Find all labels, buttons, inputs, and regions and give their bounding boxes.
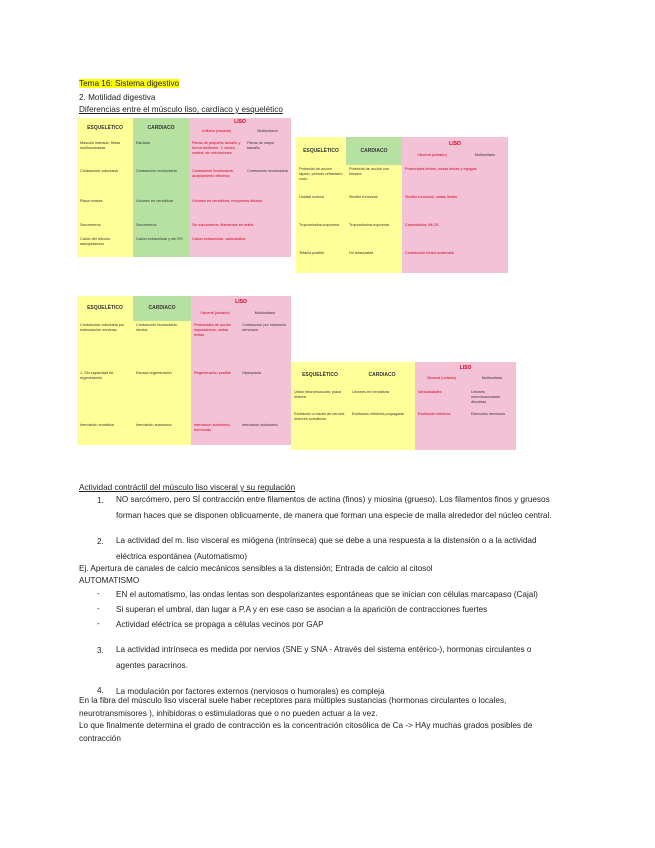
- cell: Regeneración posible: [191, 369, 239, 421]
- cell: Contracción involuntaria rítmica: [133, 321, 191, 369]
- cell: Sincitio funcional: [346, 193, 402, 221]
- cell: Sarcómeros: [77, 221, 133, 235]
- header-cardiaco: CARDIACO: [133, 296, 191, 321]
- cell: Escasa regeneración: [133, 369, 191, 421]
- cell: Tetania posible: [296, 249, 346, 273]
- cell: Sincitio funcional, ondas lentas: [402, 193, 508, 221]
- header-liso: LISO: [189, 118, 291, 127]
- comparison-table-3: [77, 296, 291, 445]
- closing-paragraph: [79, 695, 579, 745]
- header-liso: LISO: [415, 362, 516, 374]
- header-liso: LISO: [402, 137, 508, 151]
- list-number: 1.: [97, 496, 104, 505]
- list-item-line: forman haces que se disponen oblicuamente, de manera que forman una especie de malla alrededor del núcleo central.: [116, 511, 552, 520]
- automatismo-title: AUTOMATISMO: [79, 576, 140, 585]
- cell: Contracción involuntaria: [244, 167, 291, 197]
- cell: Uniones neuromusculares discretas: [468, 388, 516, 410]
- cell: Calcio extracelular, calmodulina: [189, 235, 291, 257]
- cell: Calmodulina, MLCK: [402, 221, 508, 249]
- list-item-line: NO sarcómero, pero SÍ contracción entre filamentos de actina (finos) y miosina (grueso). Los filamentos finos y gruesos: [116, 495, 550, 504]
- header-unitario: Visceral (unitario): [191, 309, 239, 321]
- cell: Potencial de acción con meseta: [346, 165, 402, 193]
- comparison-subtitle: Diferencias entre el músculo liso, cardíaco y esquelético: [79, 105, 283, 114]
- cell: Potencial de acción rápido, periodo refractario corto: [296, 165, 346, 193]
- list-number: 4.: [97, 686, 104, 695]
- cell: Uniones en hendidura: [133, 197, 189, 221]
- dash-item: Actividad eléctrica se propaga a células vecinos por GAP: [116, 620, 324, 629]
- cell: 1. Sin capacidad de regeneración: [77, 369, 133, 421]
- cell: Uniones en hendidura: [349, 388, 415, 410]
- cell: Estriado: [133, 139, 189, 167]
- cell: Excitación a través de nervios motores somáticos: [291, 410, 349, 450]
- section-heading: Actividad contráctil del músculo liso visceral y su regulación: [79, 483, 296, 492]
- dash-bullet: -: [97, 604, 100, 613]
- cell: Potenciales lentos, ondas lentas y espigas: [402, 165, 508, 193]
- header-multiunitario: Multiunitario: [462, 151, 508, 165]
- cell: Contracción involuntaria: [133, 167, 189, 197]
- cell: Tropomiosina-troponina: [296, 221, 346, 249]
- list-item-line: eléctrica espontánea (Automatismo): [116, 552, 248, 561]
- list-number: 2.: [97, 537, 104, 546]
- cell: Hiperplasia: [239, 369, 291, 421]
- topic-highlight: Tema 16: Sistema digestivo: [79, 79, 180, 88]
- header-multiunitario: Multiunitario: [244, 127, 291, 139]
- dash-bullet: -: [97, 619, 100, 628]
- paragraph-line: contracción: [79, 733, 121, 743]
- cell: Inervación autónoma: [239, 421, 291, 445]
- cell: Contracción por estímulos nerviosos: [239, 321, 291, 369]
- cell: Fibras de pequeño tamaño y forma fusiforme, 1 núcleo central, sin estriaciones: [189, 139, 244, 167]
- cell: Contracción voluntaria: [77, 167, 133, 197]
- cell: No tetanizable: [346, 249, 402, 273]
- cell: Unidad motora: [296, 193, 346, 221]
- cell: Contracción involuntaria, acoplamiento eléctrico: [189, 167, 244, 197]
- cell: Excitación eléctrica propagada: [349, 410, 415, 450]
- dash-item: Si superan el umbral, dan lugar a P.A y en ese caso se asocian a la aparición de contracciones fuertes: [116, 605, 488, 614]
- cell: Fibras de mayor tamaño: [244, 139, 291, 167]
- comparison-table-1: [77, 118, 291, 257]
- topic-title: [79, 78, 179, 89]
- cell: Contracción tónica sostenida: [402, 249, 508, 273]
- cell: Contracción voluntaria por estimulación nerviosa: [77, 321, 133, 369]
- cell: Varicosidades: [415, 388, 468, 410]
- header-cardiaco: CARDIACO: [346, 137, 402, 165]
- header-cardiaco: CARDIACO: [133, 118, 189, 139]
- list-item-line: La actividad intrínseca es medida por nervios (SNE y SNA - Através del sistema entérico-), hormonas circulantes o: [116, 645, 532, 654]
- header-unitario: Unitario (visceral): [189, 127, 244, 139]
- cell: Estímulos nerviosos: [468, 410, 516, 450]
- list-item-line: La actividad del m. liso visceral es miógena (intrínseca) que se debe a una respuesta a la distensión o a la actividad: [116, 536, 537, 545]
- cell: Uniones en hendidura, receptores difusos: [189, 197, 291, 221]
- header-esqueletico: ESQUELÉTICO: [77, 296, 133, 321]
- list-number: 3.: [97, 646, 104, 655]
- example-text: Ej. Apertura de canales de calcio mecánicos sensibles a la distensión; Entrada de calcio al citosol: [79, 564, 433, 573]
- dash-bullet: -: [97, 589, 100, 598]
- cell: Calcio del retículo sarcoplásmico: [77, 235, 133, 257]
- header-cardiaco: CARDIACO: [349, 362, 415, 388]
- cell: Sarcómeros: [133, 221, 189, 235]
- header-multiunitario: Multiunitario: [468, 374, 516, 388]
- header-esqueletico: ESQUELÉTICO: [291, 362, 349, 388]
- cell: Potenciales de acción espontáneos, ondas lentas: [191, 321, 239, 369]
- comparison-table-4: [291, 362, 516, 450]
- header-unitario: Visceral (unitario): [402, 151, 462, 165]
- cell: Inervación autónoma: [133, 421, 191, 445]
- cell: Músculo estriado, fibras multinucleadas: [77, 139, 133, 167]
- cell: Tropomiosina-troponina: [346, 221, 402, 249]
- list-item: [116, 642, 586, 674]
- cell: Calcio extracelular y del RS: [133, 235, 189, 257]
- header-liso: LISO: [191, 296, 291, 309]
- paragraph-line: Lo que finalmente determina el grado de contracción es la concentración citosólica de Ca -> HAy muchas grados posibles de: [79, 721, 533, 730]
- header-multiunitario: Multiunitario: [239, 309, 291, 321]
- list-item-line: agentes paracrinos.: [116, 661, 188, 670]
- header-esqueletico: ESQUELÉTICO: [296, 137, 346, 165]
- list-item: [116, 492, 586, 524]
- cell: Unión neuromuscular, placa motora: [291, 388, 349, 410]
- list-item: [116, 533, 586, 565]
- cell: Inervación somática: [77, 421, 133, 445]
- header-unitario: Visceral (unitario): [415, 374, 468, 388]
- cell: Inervación autónoma, hormonas: [191, 421, 239, 445]
- comparison-table-2: [296, 137, 508, 273]
- paragraph-line: En la fibra del músculo liso visceral suele haber receptores para múltiples sustancias (hormonas circulantes o locales,: [79, 696, 507, 705]
- cell: Excitación eléctrica: [415, 410, 468, 450]
- list-item: La modulación por factores externos (nerviosos o humorales) es compleja: [116, 687, 385, 696]
- cell: Placa motora: [77, 197, 133, 221]
- cell: Sin sarcómeros, filamentos en malla: [189, 221, 291, 235]
- header-esqueletico: ESQUELÉTICO: [77, 118, 133, 139]
- paragraph-line: neurotransmisores ), inhibidoras o estimuladoras que o no pueden actuar a la vez.: [79, 708, 378, 718]
- dash-item: EN el automatismo, las ondas lentas son despolarizantes espontáneas que se inician con células marcapaso (Cajal): [116, 590, 538, 599]
- section-title: 2. Motilidad digestiva: [79, 93, 156, 102]
